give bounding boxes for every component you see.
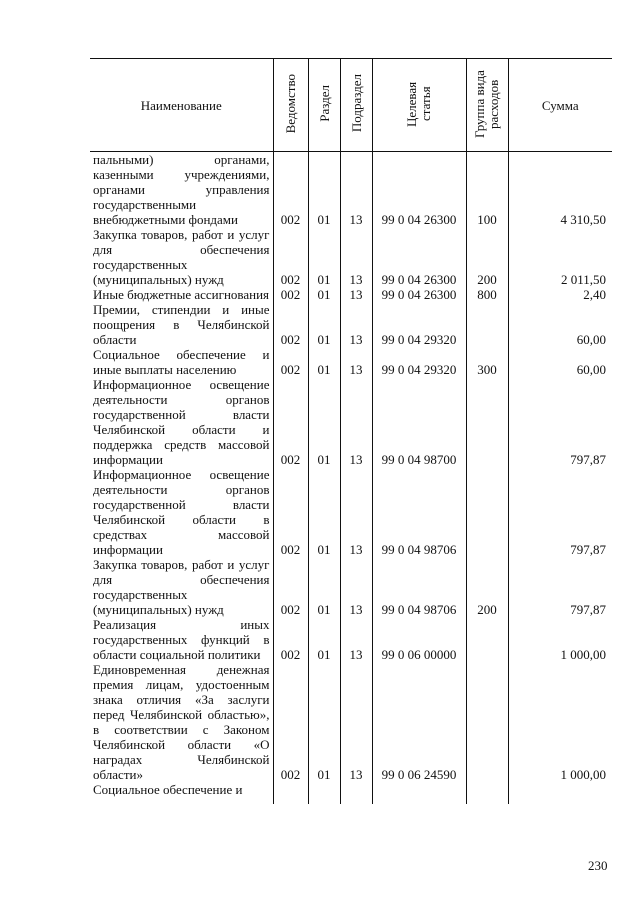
row-target: 99 0 04 98706 — [372, 557, 466, 617]
header-dept-label: Ведомство — [283, 73, 298, 134]
row-dept: 002 — [273, 287, 308, 302]
row-group: 800 — [466, 287, 508, 302]
row-target: 99 0 06 24590 — [372, 662, 466, 782]
row-section: 01 — [308, 662, 340, 782]
row-dept: 002 — [273, 347, 308, 377]
row-section: 01 — [308, 467, 340, 557]
row-dept: 002 — [273, 467, 308, 557]
row-target: 99 0 04 98706 — [372, 467, 466, 557]
row-section: 01 — [308, 287, 340, 302]
row-section: 01 — [308, 617, 340, 662]
header-dept — [273, 59, 308, 152]
row-subsection: 13 — [340, 347, 372, 377]
budget-table — [90, 58, 612, 804]
row-subsection — [340, 782, 372, 804]
row-section: 01 — [308, 152, 340, 228]
header-subsection-label: Подраздел — [348, 74, 364, 133]
table-header — [90, 59, 612, 152]
header-section-label: Раздел — [316, 85, 332, 122]
row-name: Информационное освещение деятельности органов государственной власти Челябинской области и поддержка средств массовой информации — [93, 377, 270, 467]
row-sum: 60,00 — [508, 347, 612, 377]
row-group — [466, 617, 508, 662]
table-row — [90, 377, 612, 467]
row-subsection: 13 — [340, 302, 372, 347]
table-row — [90, 227, 612, 287]
row-section — [308, 782, 340, 804]
row-sum: 797,87 — [508, 377, 612, 467]
row-section: 01 — [308, 227, 340, 287]
row-target — [372, 782, 466, 804]
row-dept: 002 — [273, 152, 308, 228]
table-row — [90, 782, 612, 804]
row-sum — [508, 782, 612, 804]
row-group — [466, 662, 508, 782]
row-subsection: 13 — [340, 617, 372, 662]
row-name: Закупка товаров, работ и услуг для обеспечения государственных (муниципальных) нужд — [93, 557, 270, 617]
row-subsection: 13 — [340, 377, 372, 467]
row-group: 200 — [466, 227, 508, 287]
row-subsection: 13 — [340, 557, 372, 617]
row-dept: 002 — [273, 557, 308, 617]
row-subsection: 13 — [340, 152, 372, 228]
table-row — [90, 557, 612, 617]
header-target-label: Целевая статья — [404, 80, 433, 127]
table-row — [90, 662, 612, 782]
row-sum: 1 000,00 — [508, 617, 612, 662]
row-sum: 60,00 — [508, 302, 612, 347]
table-row — [90, 617, 612, 662]
row-sum: 797,87 — [508, 467, 612, 557]
row-target: 99 0 04 29320 — [372, 347, 466, 377]
row-group: 200 — [466, 557, 508, 617]
row-target: 99 0 06 00000 — [372, 617, 466, 662]
row-name: Информационное освещение деятельности органов государственной власти Челябинской области в средствах массовой информации — [93, 467, 270, 557]
table-body — [90, 152, 612, 805]
row-dept: 002 — [273, 662, 308, 782]
table-row — [90, 287, 612, 302]
row-group — [466, 377, 508, 467]
row-name: Единовременная денежная премия лицам, удостоенным знака отличия «За заслуги перед Челябинской областью», в соответствии с Законом Челябинской области «О наградах Челябинской области» — [93, 662, 270, 782]
row-name: Иные бюджетные ассигнования — [93, 287, 270, 302]
row-dept: 002 — [273, 377, 308, 467]
row-section: 01 — [308, 347, 340, 377]
row-section: 01 — [308, 557, 340, 617]
header-section — [308, 59, 340, 152]
row-section: 01 — [308, 377, 340, 467]
row-sum: 797,87 — [508, 557, 612, 617]
table-row — [90, 152, 612, 228]
row-sum: 4 310,50 — [508, 152, 612, 228]
row-name: Премии, стипендии и иные поощрения в Челябинской области — [93, 302, 270, 347]
row-sum: 2 011,50 — [508, 227, 612, 287]
row-name: Закупка товаров, работ и услуг для обеспечения государственных (муниципальных) нужд — [93, 227, 270, 287]
row-subsection: 13 — [340, 662, 372, 782]
table-row — [90, 302, 612, 347]
row-name: Реализация иных государственных функций в области социальной политики — [93, 617, 270, 662]
row-group — [466, 467, 508, 557]
header-group-label: Группа вида расходов — [472, 69, 501, 138]
table-row — [90, 467, 612, 557]
row-name: Социальное обеспечение и иные выплаты населению — [93, 347, 270, 377]
row-group: 100 — [466, 152, 508, 228]
row-dept: 002 — [273, 227, 308, 287]
row-name: пальными) органами, казенными учреждениями, органами управления государственными внебюджетными фондами — [93, 152, 270, 227]
header-sum: Сумма — [508, 59, 612, 152]
header-group — [466, 59, 508, 152]
row-subsection: 13 — [340, 467, 372, 557]
row-target: 99 0 04 98700 — [372, 377, 466, 467]
row-target: 99 0 04 26300 — [372, 227, 466, 287]
header-subsection — [340, 59, 372, 152]
row-group — [466, 782, 508, 804]
row-dept — [273, 782, 308, 804]
row-sum: 2,40 — [508, 287, 612, 302]
row-name: Социальное обеспечение и — [93, 782, 243, 797]
table-row — [90, 347, 612, 377]
header-name: Наименование — [90, 59, 273, 152]
page-number: 230 — [588, 858, 608, 873]
row-target: 99 0 04 26300 — [372, 152, 466, 228]
row-subsection: 13 — [340, 227, 372, 287]
row-dept: 002 — [273, 302, 308, 347]
row-group — [466, 302, 508, 347]
row-target: 99 0 04 26300 — [372, 287, 466, 302]
header-target — [372, 59, 466, 152]
row-section: 01 — [308, 302, 340, 347]
row-subsection: 13 — [340, 287, 372, 302]
row-sum: 1 000,00 — [508, 662, 612, 782]
row-group: 300 — [466, 347, 508, 377]
row-dept: 002 — [273, 617, 308, 662]
row-target: 99 0 04 29320 — [372, 302, 466, 347]
